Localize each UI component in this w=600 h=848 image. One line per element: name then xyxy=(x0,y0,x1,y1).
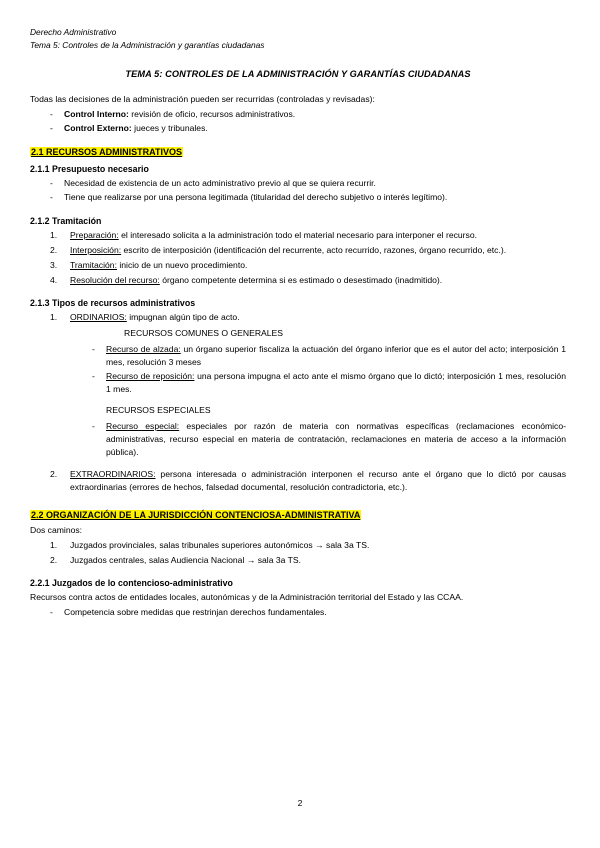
list-item-text: órgano competente determina si es estimado o desestimado (inadmitido). xyxy=(159,274,443,285)
list-item-text: una persona impugna el acto ante el mismo órgano que lo dictó; interposición 1 mes, resolución 1 mes. xyxy=(106,370,566,394)
group-label-comunes: RECURSOS COMUNES O GENERALES xyxy=(124,327,284,338)
list-item xyxy=(30,229,566,242)
list-item-term: Interposición: xyxy=(70,244,122,255)
list-item-text: escrito de interposición (identificación del recurrente, acto recurrido, razones, órgano recurrido, etc.). xyxy=(121,244,507,255)
list-item xyxy=(30,108,566,121)
list-item-term: Control Externo: xyxy=(64,123,132,134)
section-heading-2-1-1: 2.1.1 Presupuesto necesario xyxy=(30,164,149,175)
list-2-2 xyxy=(30,539,566,567)
list-item-term: Recurso especial: xyxy=(106,420,180,431)
list-item xyxy=(30,311,566,324)
list-recursos-especiales xyxy=(30,420,566,459)
section-heading-2-2 xyxy=(30,510,566,520)
list-item-term: Control Interno: xyxy=(64,109,129,120)
list-item: Juzgados provinciales, salas tribunales superiores autonómicos → sala 3a TS. xyxy=(70,539,370,550)
section-heading-2-1 xyxy=(30,147,566,157)
list-2-1-2 xyxy=(30,229,566,287)
page-title: TEMA 5: CONTROLES DE LA ADMINISTRACIÓN Y GARANTÍAS CIUDADANAS xyxy=(125,69,471,80)
section-2-2-1-paragraph: Recursos contra actos de entidades locales, autonómicas y de la Administración territorial del Estado y las CCAA. xyxy=(30,592,464,603)
list-item-term: Recurso de alzada: xyxy=(106,343,181,354)
list-item-text: persona interesada o administración interponen el recurso ante el órgano que lo dictó por causas extraordinarias (errores de hechos, falsedad documental, resolución contradictoria, etc.). xyxy=(70,468,566,492)
section-heading-2-1-3: 2.1.3 Tipos de recursos administrativos xyxy=(30,297,196,308)
list-item-text: inicio de un nuevo procedimiento. xyxy=(116,259,248,270)
header-line-1: Derecho Administrativo xyxy=(30,27,117,37)
list-item-term: Tramitación: xyxy=(70,259,117,270)
header-line-2: Tema 5: Controles de la Administración y garantías ciudadanas xyxy=(30,39,265,50)
list-2-1-1 xyxy=(30,177,566,204)
list-item xyxy=(30,420,566,459)
list-item: Juzgados centrales, salas Audiencia Nacional → sala 3a TS. xyxy=(70,555,302,566)
section-heading-2-1-text: 2.1 RECURSOS ADMINISTRATIVOS xyxy=(31,147,183,158)
list-item xyxy=(30,468,566,494)
list-item-text: impugnan algún tipo de acto. xyxy=(126,311,240,322)
list-item xyxy=(30,343,566,369)
list-item-text: revisión de oficio, recursos administrativos. xyxy=(128,109,296,120)
intro-paragraph: Todas las decisiones de la administración pueden ser recurridas (controladas y revisadas): xyxy=(30,94,375,105)
list-item-text: especiales por razón de materia con normativas específicas (reclamaciones económico-administrativas, recurso especial en materia de contratación, reclamaciones en materia de acceso a la información pública). xyxy=(106,420,566,457)
list-item-text: jueces y tribunales. xyxy=(131,123,208,134)
section-2-2-intro: Dos caminos: xyxy=(30,524,83,535)
list-2-1-3 xyxy=(30,311,566,324)
section-heading-2-2-text: 2.2 ORGANIZACIÓN DE LA JURISDICCIÓN CONTENCIOSA-ADMINISTRATIVA xyxy=(31,509,361,520)
list-item: - Competencia sobre medidas que restrinjan derechos fundamentales. xyxy=(30,606,566,619)
list-item-text: un órgano superior fiscaliza la actuación del órgano inferior que es el autor del acto; interposición 1 mes, resolución 3 meses xyxy=(106,343,566,367)
list-item-term: Recurso de reposición: xyxy=(106,370,195,381)
list-item-term: Preparación: xyxy=(70,229,119,240)
section-heading-2-1-2: 2.1.2 Tramitación xyxy=(30,215,102,226)
group-label-especiales: RECURSOS ESPECIALES xyxy=(106,404,211,415)
list-item xyxy=(30,274,566,287)
list-item: - Necesidad de existencia de un acto administrativo previo al que se quiera recurrir. xyxy=(30,177,566,190)
list-2-2-1 xyxy=(30,606,566,619)
list-item xyxy=(30,370,566,396)
list-item: - Tiene que realizarse por una persona legitimada (titularidad del derecho subjetivo o interés legítimo). xyxy=(30,191,566,204)
list-2-1-3-extraordinarios xyxy=(30,468,566,494)
list-item-term: ORDINARIOS: xyxy=(70,311,127,322)
list-recursos-comunes xyxy=(30,343,566,396)
intro-list xyxy=(30,108,566,135)
list-item xyxy=(30,244,566,257)
list-item-text: el interesado solicita a la administración todo el material necesario para interponer el recurso. xyxy=(118,229,477,240)
list-item xyxy=(30,122,566,135)
page-number: 2 xyxy=(297,798,303,808)
list-item-term: EXTRAORDINARIOS: xyxy=(70,468,156,479)
list-item-term: Resolución del recurso: xyxy=(70,274,160,285)
section-heading-2-2-1: 2.2.1 Juzgados de lo contencioso-administrativo xyxy=(30,578,233,589)
list-item xyxy=(30,259,566,272)
